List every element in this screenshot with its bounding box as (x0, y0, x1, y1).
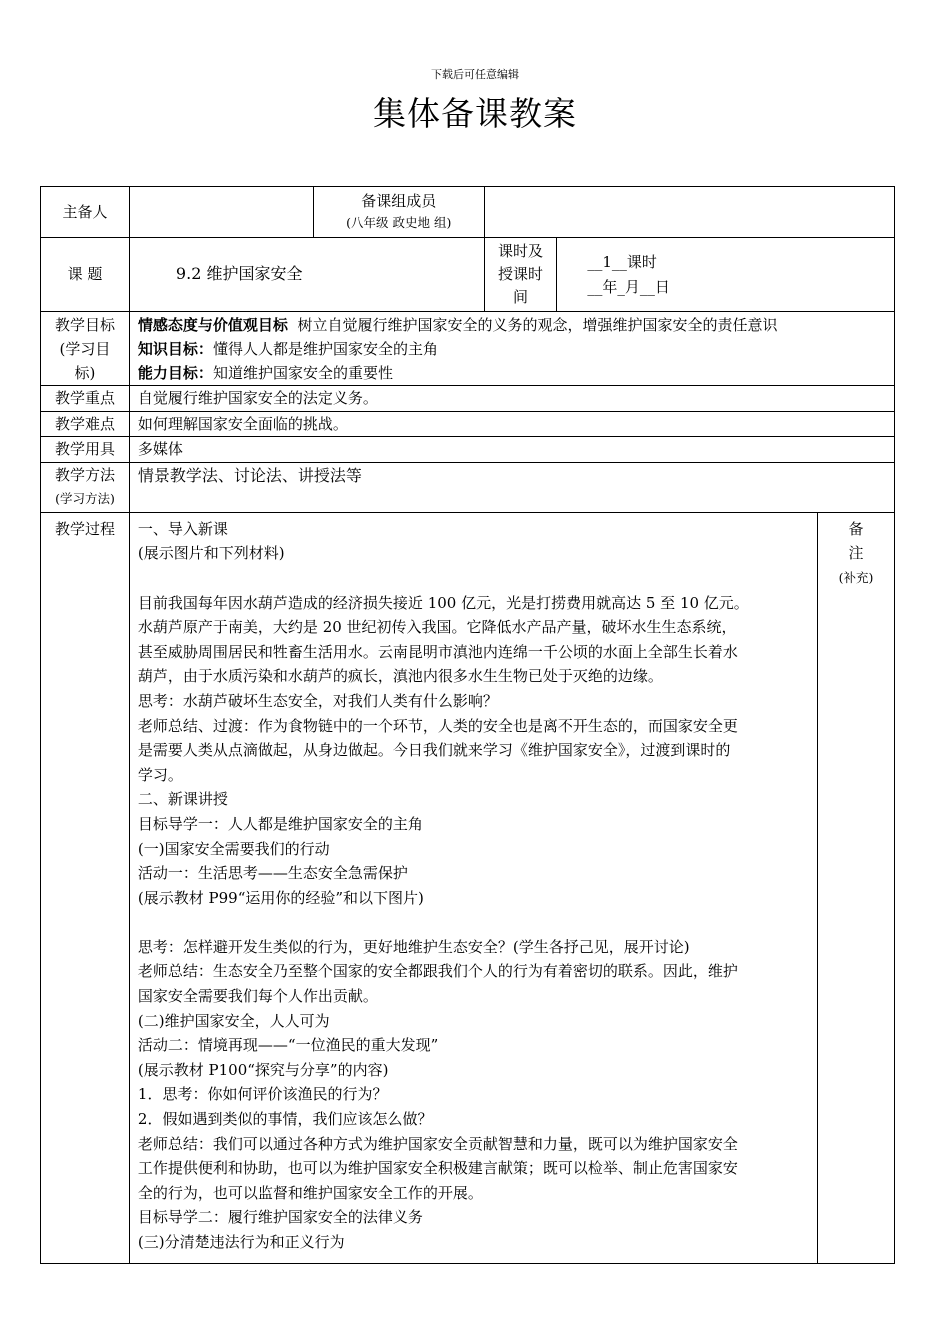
process-line: 国家安全需要我们每个人作出贡献。 (137, 987, 378, 1006)
key-point-label: 教学重点 (41, 386, 130, 412)
process-line: 葫芦，由于水质污染和水葫芦的疯长，滇池内很多水生生物已处于灭绝的边缘。 (137, 667, 663, 686)
process-line: 老师总结、过渡：作为食物链中的一个环节，人类的安全也是离不开生态的，而国家安全更 (137, 716, 738, 735)
process-line: 甚至威胁周围居民和牲畜生活用水。云南昆明市滇池内连绵一千公顷的水面上全部生长着水 (137, 642, 738, 661)
process-line: (一)国家安全需要我们的行动 (137, 839, 330, 858)
goals-label-2: (学习目 (59, 339, 111, 358)
goals-row (41, 312, 895, 386)
process-line: 2．假如遇到类似的事情，我们应该怎么做？ (137, 1110, 433, 1129)
process-lines (138, 517, 809, 1255)
process-line: (二)维护国家安全，人人可为 (137, 1011, 330, 1030)
remark-cell (818, 512, 895, 1263)
process-line: 活动二：情境再现——“一位渔民的重大发现” (137, 1036, 439, 1055)
key-point-row (41, 386, 895, 412)
group-members-value[interactable] (484, 187, 894, 238)
key-point-text: 自觉履行维护国家安全的法定义务。 (129, 386, 894, 412)
process-line: 思考：水葫芦破坏生态安全，对我们人类有什么影响？ (137, 691, 498, 710)
emotion-goal-text: 树立自觉履行维护国家安全的义务的观念，增强维护国家安全的责任意识 (297, 315, 778, 334)
tools-text: 多媒体 (129, 437, 894, 463)
topic-value: 9.2 维护国家安全 (129, 238, 484, 312)
group-members-sub: (八年级 政史地 组) (346, 215, 452, 230)
process-line: 一、导入新课 (137, 519, 228, 538)
method-row (41, 462, 895, 512)
process-label: 教学过程 (41, 512, 130, 1263)
process-line: (三)分清楚违法行为和正义行为 (137, 1233, 345, 1251)
process-row (41, 512, 895, 1263)
process-line: 1．思考：你如何评价该渔民的行为？ (137, 1085, 388, 1104)
process-line: 思考：怎样避开发生类似的行为，更好地维护生态安全？(学生各抒己见，展开讨论) (137, 937, 690, 956)
lesson-plan-table (40, 186, 895, 1264)
process-line: 全的行为，也可以监督和维护国家安全工作的开展。 (137, 1183, 483, 1202)
process-line: 目前我国每年因水葫芦造成的经济损失接近 100 亿元，光是打捞费用就高达 5 至 10 亿元。 (137, 593, 749, 612)
goals-label-cell (41, 312, 130, 386)
header-note: 下载后可任意编辑 (431, 68, 519, 81)
process-line: 水葫芦原产于南美，大约是 20 世纪初传入我国。它降低水产品产量，破坏水生生态系统， (137, 618, 737, 637)
date-value[interactable]: __年_月__日 (587, 277, 670, 296)
group-members-label: 备课组成员 (361, 192, 437, 210)
topic-label: 课 题 (41, 238, 130, 312)
hours-value[interactable]: __1__课时 (587, 252, 657, 271)
method-sub: (学习方法) (55, 491, 115, 507)
knowledge-goal-text: 懂得人人都是维护国家安全的主角 (212, 339, 438, 358)
process-line: (展示教材 P100“探究与分享”的内容) (137, 1060, 389, 1079)
hours-value-cell (557, 238, 895, 312)
process-line: 活动一：生活思考——生态安全急需保护 (137, 864, 408, 883)
process-line: 目标导学一：人人都是维护国家安全的主角 (137, 814, 423, 833)
goals-label-1: 教学目标 (54, 315, 115, 334)
process-line: 老师总结：生态安全乃至整个国家的安全都跟我们个人的行为有着密切的联系。因此，维护 (137, 962, 738, 981)
remark-label: 备 注 (848, 519, 894, 563)
knowledge-goal-label: 知识目标： (137, 339, 213, 358)
process-line: 目标导学二：履行维护国家安全的法律义务 (137, 1208, 423, 1227)
method-label-cell (41, 462, 130, 512)
goals-label-3: 标) (74, 363, 96, 382)
ability-goal (138, 361, 886, 385)
topic-row (41, 238, 895, 312)
process-line: (展示图片和下列材料) (137, 544, 285, 563)
difficulty-text: 如何理解国家安全面临的挑战。 (129, 411, 894, 437)
hours-label-cell (484, 238, 557, 312)
remark-sub: (补充) (838, 569, 874, 585)
hours-label-1: 课时及 (497, 242, 543, 260)
tools-row (41, 437, 895, 463)
tools-label: 教学用具 (41, 437, 130, 463)
process-line: 学习。 (137, 765, 183, 784)
ability-goal-text: 知道维护国家安全的重要性 (212, 363, 393, 382)
difficulty-label: 教学难点 (41, 411, 130, 437)
process-line: 是需要人类从点滴做起，从身边做起。今日我们就来学习《维护国家安全》，过渡到课时的 (137, 741, 731, 760)
process-content (129, 512, 817, 1263)
preparer-label: 主备人 (41, 187, 130, 238)
hours-label-2: 授课时 (497, 265, 543, 283)
process-line: (展示教材 P99“运用你的经验”和以下图片) (137, 888, 424, 907)
method-text: 情景教学法、讨论法、讲授法等 (129, 462, 894, 512)
process-line: 二、新课讲授 (137, 790, 228, 809)
process-line (138, 910, 809, 935)
group-members-cell (313, 187, 484, 238)
process-line (138, 566, 809, 591)
knowledge-goal (138, 337, 886, 361)
ability-goal-label: 能力目标： (137, 363, 213, 382)
document-title: 集体备课教案 (373, 94, 577, 133)
process-line: 老师总结：我们可以通过各种方式为维护国家安全贡献智慧和力量，既可以为维护国家安全 (137, 1134, 738, 1153)
method-label: 教学方法 (54, 466, 115, 485)
goals-content (129, 312, 894, 386)
emotion-goal-label: 情感态度与价值观目标 (137, 315, 288, 334)
emotion-goal (138, 313, 886, 337)
hours-label-3: 间 (512, 288, 528, 306)
difficulty-row (41, 411, 895, 437)
process-line: 工作提供便利和协助，也可以为维护国家安全积极建言献策；既可以检举、制止危害国家安 (137, 1159, 738, 1178)
preparer-row (41, 187, 895, 238)
preparer-value[interactable] (129, 187, 313, 238)
